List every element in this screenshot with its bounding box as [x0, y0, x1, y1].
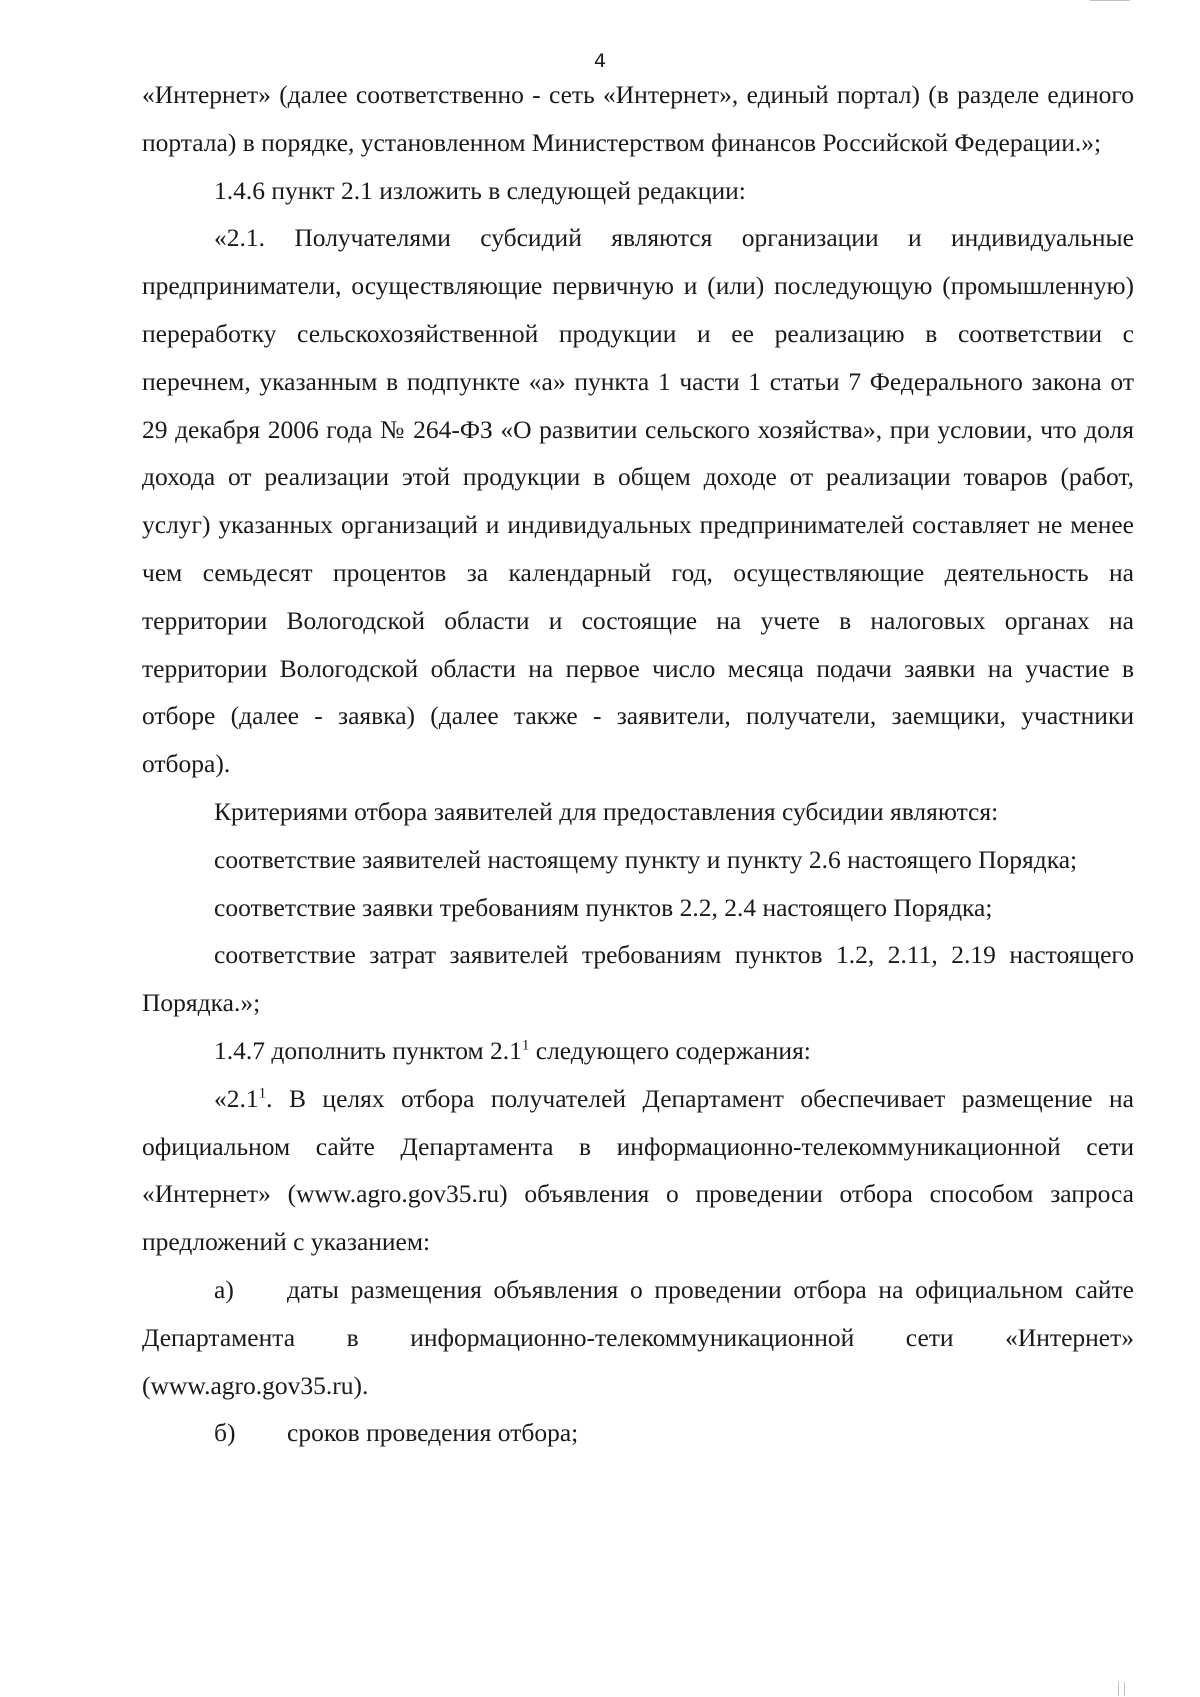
paragraph-text: «2.1 — [214, 1083, 259, 1113]
list-item — [142, 1409, 1134, 1457]
paragraph-criteria-intro: Критериями отбора заявителей для предоставления субсидии являются: — [214, 796, 999, 826]
list-item — [142, 1266, 1134, 1409]
list-marker: а) — [214, 1274, 234, 1304]
paragraph-criterion-costs: соответствие затрат заявителей требованиям пунктов 1.2, 2.11, 2.19 настоящего Порядка.»; — [142, 940, 1134, 1018]
page-number: 4 — [593, 50, 607, 72]
list-item-text: сроков проведения отбора; — [287, 1418, 579, 1448]
scan-artifact — [1124, 1682, 1125, 1696]
paragraph-item-1-4-7 — [142, 1027, 1134, 1075]
scan-artifact — [1090, 0, 1130, 1]
paragraph-criterion-applicants: соответствие заявителей настоящему пункту и пункту 2.6 настоящего Порядка; — [214, 844, 1078, 874]
document-body — [142, 71, 1134, 1457]
list-marker: б) — [214, 1418, 236, 1448]
paragraph-text: 1.4.7 дополнить пунктом 2.1 — [214, 1035, 522, 1065]
paragraph-text: следующего содержания: — [529, 1035, 811, 1065]
superscript: 1 — [258, 1085, 267, 1102]
paragraph-item-1-4-6: 1.4.6 пункт 2.1 изложить в следующей редакции: — [214, 175, 746, 205]
list-item-text: даты размещения объявления о проведении отбора на официальном сайте Департамента в информационно-телекоммуникационной сети «Интернет» (www.agro.gov35.ru). — [142, 1274, 1134, 1400]
paragraph-selection-announcement — [142, 1075, 1134, 1266]
scan-artifact — [1118, 1682, 1119, 1696]
superscript: 1 — [521, 1037, 530, 1054]
paragraph-criterion-application: соответствие заявки требованиям пунктов 2.2, 2.4 настоящего Порядка; — [214, 892, 993, 922]
paragraph-text: . В целях отбора получателей Департамент обеспечивает размещение на официальном сайте Департамента в информационно-телекоммуникационной сети «Интернет» (www.agro.gov35.ru) объявления о проведении отбора способом запроса предложений с указанием: — [142, 1083, 1134, 1257]
paragraph-continuation: «Интернет» (далее соответственно - сеть «Интернет», единый портал) (в разделе единого портала) в порядке, установленном Министерством финансов Российской Федерации.»; — [142, 80, 1134, 157]
paragraph-recipients: «2.1. Получателями субсидий являются организации и индивидуальные предприниматели, осуществляющие первичную и (или) последующую (промышленную) переработку сельскохозяйственной продукции и ее реализацию в соответствии с перечнем, указанным в подпункте «а» пункта 1 части 1 статьи 7 Федерального закона от 29 декабря 2006 года № 264-ФЗ «О развитии сельского хозяйства», при условии, что доля дохода от реализации этой продукции в общем доходе от реализации товаров (работ, услуг) указанных организаций и индивидуальных предпринимателей составляет не менее чем семьдесят процентов за календарный год, осуществляющие деятельность на территории Вологодской области и состоящие на учете в налоговых органах на территории Вологодской области на первое число месяца подачи заявки на участие в отборе (далее - заявка) (далее также - заявители, получатели, заемщики, участники отбора). — [142, 223, 1134, 779]
